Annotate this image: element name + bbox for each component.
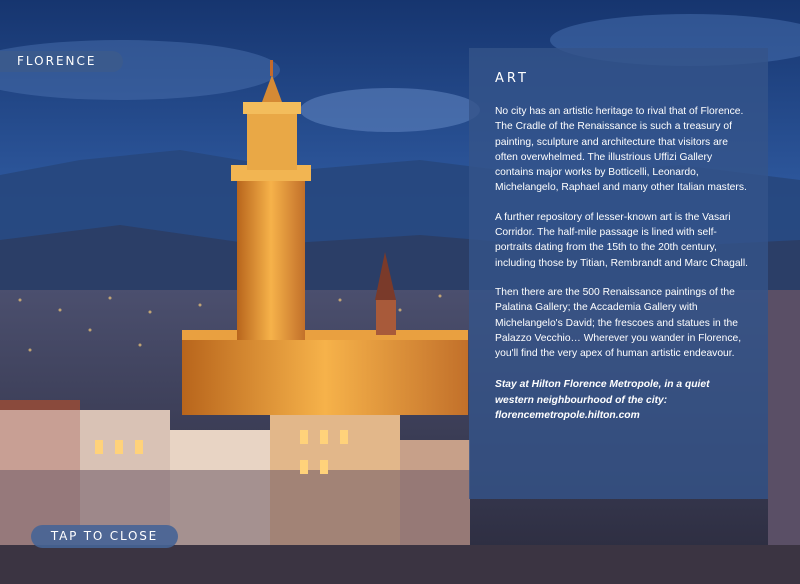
tap-to-close-button[interactable]: TAP TO CLOSE xyxy=(31,525,178,548)
article-paragraph-1: No city has an artistic heritage to rival that of Florence. The Cradle of the Renaissance is such a treasury of painting, sculpture and architecture that visitors are often overwhelmed. The illustrious Uffizi Gallery contains major works by Botticelli, Leonardo, Michelangelo, Raphael and many other Italian masters. xyxy=(495,106,747,194)
article-panel xyxy=(469,48,768,499)
article-paragraph-3: Then there are the 500 Renaissance paintings of the Palatina Gallery; the Accademia Gallery with Michelangelo's David; the frescoes and statues in the Palazzo Vecchio… Wherever you wander in Florence, you'll find the very apex of human artistic endeavour. xyxy=(495,286,742,360)
article-paragraph-2: A further repository of lesser-known art is the Vasari Corridor. The half-mile passage is lined with self-portraits dating from the 15th to the 20th century, including those by Titian, Rembrandt and Marc Chagall. xyxy=(495,211,748,269)
city-label: FLORENCE xyxy=(0,51,123,72)
hotel-promo: Stay at Hilton Florence Metropole, in a quiet western neighbourhood of the city: florencemetropole.hilton.com xyxy=(495,379,710,422)
panel-heading: ART xyxy=(495,71,529,86)
